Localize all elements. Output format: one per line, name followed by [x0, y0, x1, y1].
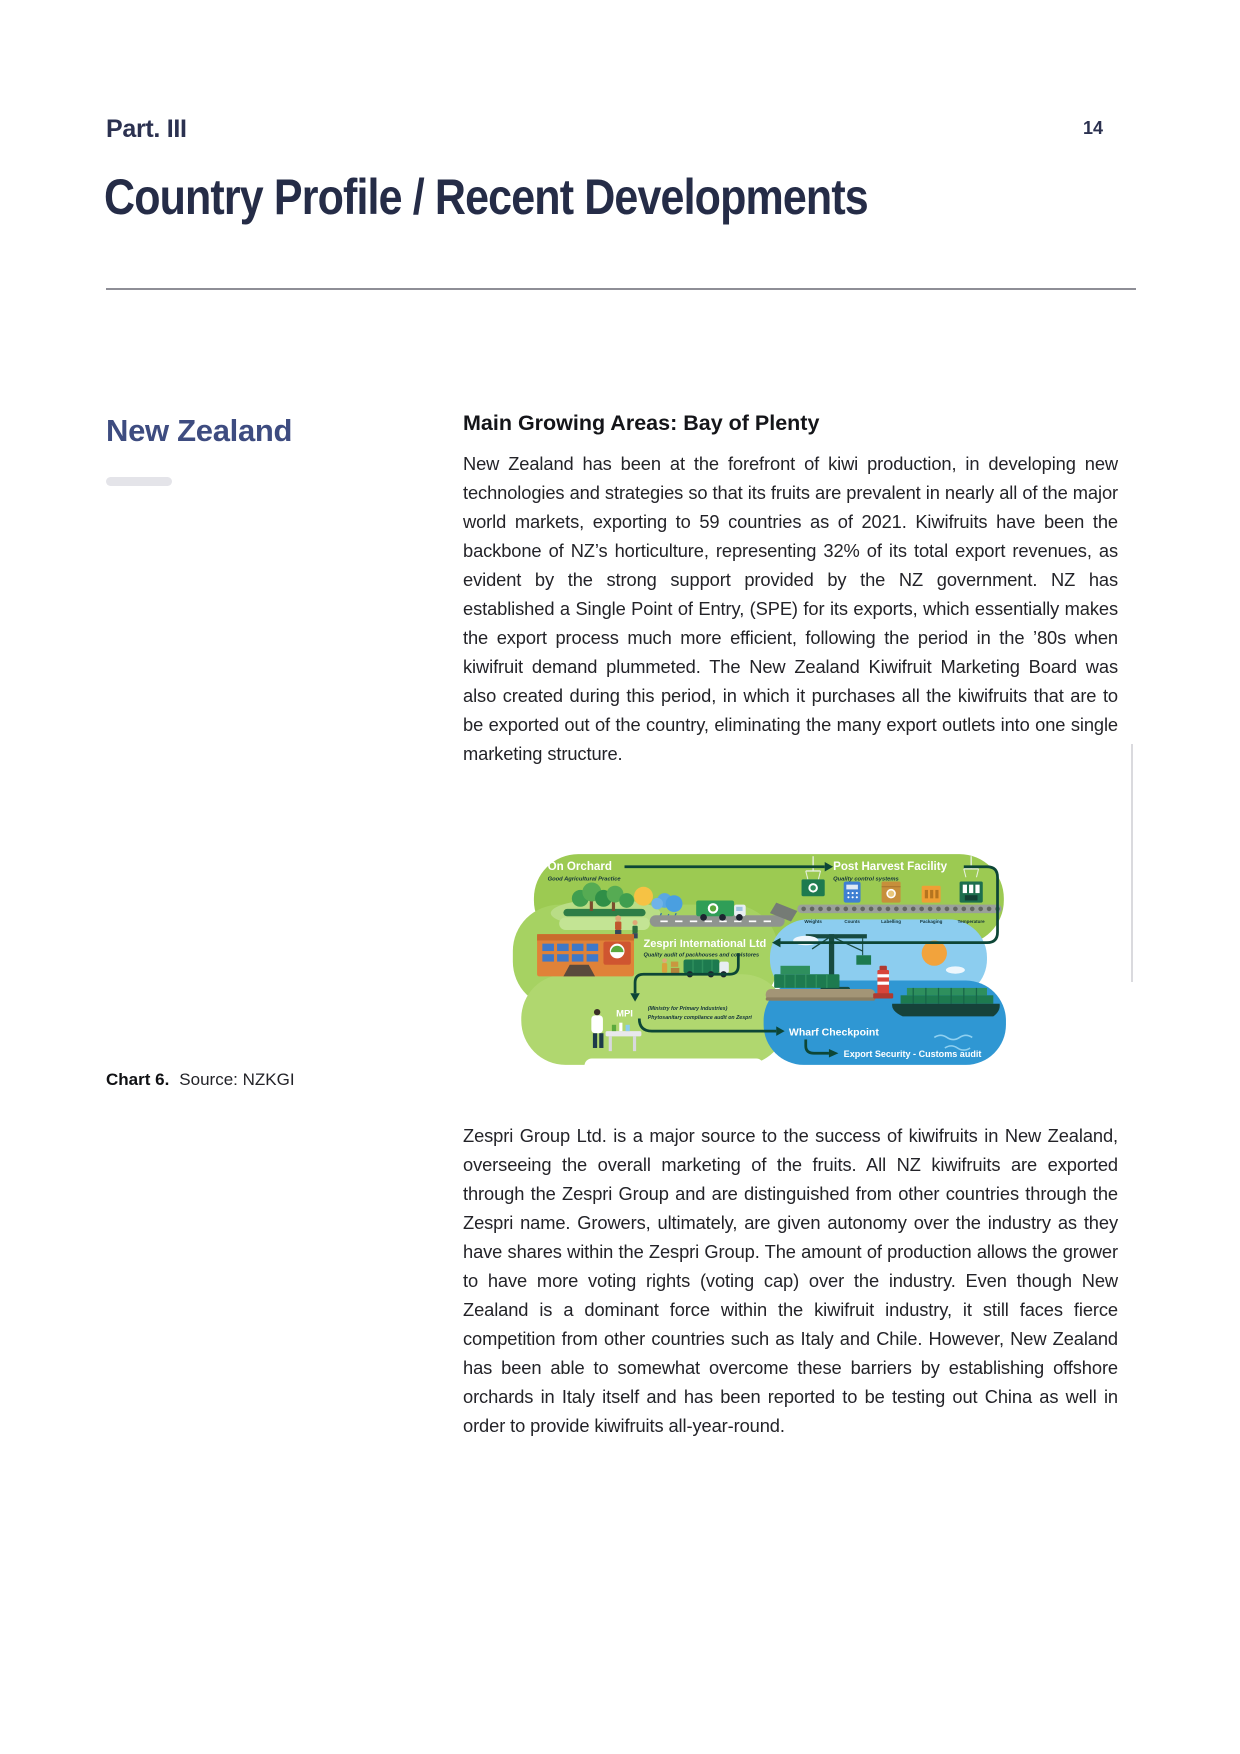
step-counts: Counts [844, 919, 860, 925]
header-divider [106, 288, 1136, 290]
wharf-checkpoint-title: Wharf Checkpoint [788, 1026, 879, 1039]
mpi-title: MPI [616, 1008, 633, 1020]
subsection-heading: Main Growing Areas: Bay of Plenty [463, 411, 820, 435]
figure-caption-label: Chart 6. [106, 1070, 170, 1089]
container-ship-icon [892, 988, 1000, 1016]
supply-chain-infographic [458, 852, 1006, 1068]
packhouse-building-icon [537, 934, 634, 976]
packaging-machine-icon [922, 886, 941, 903]
post-harvest-subtitle: Quality control systems [833, 876, 899, 883]
export-security-title: Export Security - Customs audit [843, 1048, 982, 1059]
page-number: 14 [1083, 118, 1104, 138]
sun-icon [634, 887, 653, 906]
step-packaging: Packaging [919, 919, 943, 925]
section-accent-bar [106, 477, 172, 486]
step-temperature: Temperature [957, 919, 985, 925]
on-orchard-title: On Orchard [547, 860, 612, 873]
page-title: Country Profile / Recent Developments [104, 169, 868, 225]
labelling-box-icon [882, 882, 901, 903]
zespri-subtitle: Quality audit of packhouses and coolstores [643, 952, 760, 959]
mpi-subtitle-line2: Phytosanitary compliance audit on Zespri [647, 1015, 752, 1022]
orange-sun-icon [922, 941, 947, 966]
figure-side-rule [1131, 744, 1133, 982]
zespri-title: Zespri International Ltd [643, 937, 767, 950]
paragraph-new-zealand: New Zealand has been at the forefront of kiwi production, in developing new technologies and strategies so that its fruits are prevalent in nearly all of the major world markets, exporting to 59 countries as of 2021. Kiwifruits have been the backbone of NZ’s horticulture, representing 32% of its total export revenues, as evident by the strong support provided by the NZ government. NZ has established a Single Point of Entry, (SPE) for its exports, which essentially makes the export process much more efficient, following the period in the ’80s when kiwifruit demand plummeted. The New Zealand Kiwifruit Marketing Board was also created during this period, in which it purchases all the kiwifruits that are to be exported out of the country, eliminating the many export outlets into one single marketing structure. [463, 453, 1118, 764]
figure-caption [106, 1070, 295, 1090]
paragraph-zespri-group: Zespri Group Ltd. is a major source to the success of kiwifruits in New Zealand, overseeing the overall marketing of the fruits. All NZ kiwifruits are exported through the Zespri Group and are distinguished from other countries through the Zespri name. Growers, ultimately, are given autonomy over the industry as they have shares within the Zespri Group. The amount of production allows the grower to have more voting rights (voting cap) over the industry. Even though New Zealand is a dominant force within the kiwifruit industry, it still faces fierce competition from other countries such as Italy and Chile. However, New Zealand has been able to somewhat overcome these barriers by establishing offshore orchards in Italy itself and has been reported to be testing out China as well in order to provide kiwifruits all-year-round. [463, 1125, 1118, 1436]
wharf-strip [766, 989, 876, 1001]
counts-calculator-icon [844, 882, 861, 903]
on-orchard-subtitle: Good Agricultural Practice [547, 876, 621, 883]
part-label: Part. III [106, 115, 187, 143]
road [650, 915, 785, 927]
mpi-subtitle-line1: (Ministry for Primary Industries) [647, 1006, 728, 1013]
post-harvest-title: Post Harvest Facility [833, 860, 948, 873]
section-heading-new-zealand: New Zealand [106, 413, 293, 448]
cloud-icon-small [946, 966, 965, 973]
step-labelling: Labelling [881, 919, 902, 925]
step-weights: Weights [804, 919, 822, 925]
figure-caption-source: Source: NZKGI [179, 1070, 295, 1089]
